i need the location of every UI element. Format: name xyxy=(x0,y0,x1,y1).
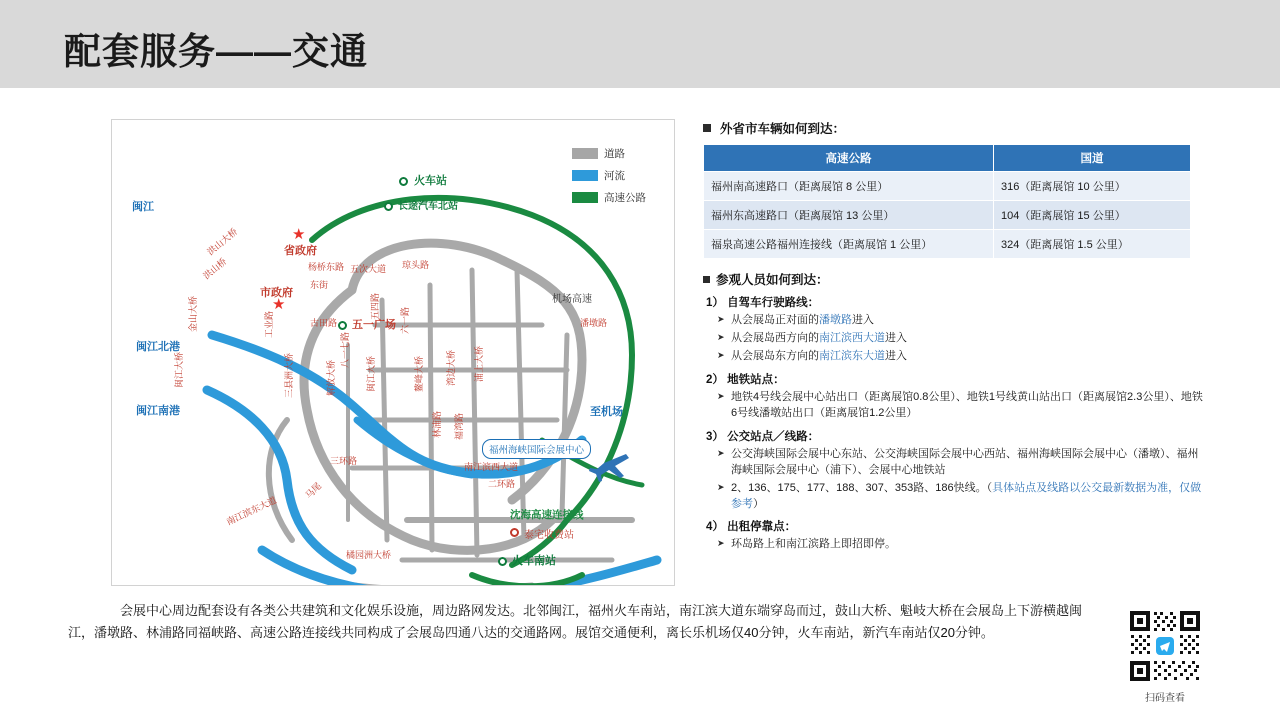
poi-marker-train-south xyxy=(498,557,507,566)
legend-label: 道路 xyxy=(604,148,625,160)
street-label: 鳌峰大桥 xyxy=(414,355,424,392)
item-link[interactable]: 潘墩路 xyxy=(819,314,852,326)
taxi-stop-list xyxy=(703,537,1203,553)
street-label: 南江滨西大道 xyxy=(464,462,519,472)
callout-exhibition-center: 福州海峡国际会展中心 xyxy=(482,439,591,459)
street-label: 闽江大桥 xyxy=(366,355,376,392)
list-item xyxy=(717,390,1203,422)
cell-national-road: 316（距离展馆 10 公里） xyxy=(994,172,1191,201)
poi-bus-north: 长途汽车北站 xyxy=(398,201,458,212)
item-link[interactable]: 南江滨西大道 xyxy=(819,331,885,344)
street-label: 洪山桥 xyxy=(201,256,229,282)
legend-label: 高速公路 xyxy=(604,192,646,204)
cell-expressway: 福州南高速路口（距离展馆 8 公里） xyxy=(704,172,994,201)
group-title-driving: 1） 自驾车行驶路线： xyxy=(706,297,820,309)
poi-shenhai-link: 沈海高速连接线 xyxy=(510,509,584,521)
item-post: 进入 xyxy=(885,331,907,344)
street-label: 洪山大桥 xyxy=(205,226,240,258)
street-label: 闽江大桥 xyxy=(174,351,184,388)
river-label-minjiang: 闽江 xyxy=(132,201,154,213)
poi-city-gov: 市政府 xyxy=(260,287,293,299)
driving-route-list xyxy=(703,313,1203,365)
qr-caption: 扫码查看 xyxy=(1145,693,1185,704)
street-label: 林浦路 xyxy=(432,410,442,438)
street-label: 南江滨东大道 xyxy=(224,494,279,527)
legend-label: 河流 xyxy=(604,170,625,182)
list-item xyxy=(717,481,1203,513)
street-label: 工业路 xyxy=(264,310,274,338)
group-title-bus: 3） 公交站点／线路： xyxy=(706,430,820,443)
page-title: 配套服务——交通 xyxy=(64,31,368,72)
visitors-heading-text: 参观人员如何到达： xyxy=(716,273,829,287)
street-label: 橘园洲大桥 xyxy=(346,550,392,560)
group-title-metro: 2） 地铁站点： xyxy=(706,373,785,386)
street-label: 二环路 xyxy=(488,479,516,489)
street-label: 古田路 xyxy=(310,318,338,328)
table-header-row xyxy=(704,145,1191,172)
street-label: 六一路 xyxy=(400,306,410,334)
poi-province-gov: 省政府 xyxy=(284,245,317,257)
street-label: 金山大桥 xyxy=(188,295,198,332)
legend-swatch-river xyxy=(572,170,598,181)
legend-swatch-road xyxy=(572,148,598,159)
poi-marker-train-station xyxy=(399,177,408,186)
legend-item xyxy=(572,146,662,161)
poi-marker-bus-north xyxy=(384,202,393,211)
item-link[interactable]: 南江滨东大道 xyxy=(819,349,885,362)
group-title-taxi: 4） 出租停靠点： xyxy=(706,521,797,534)
cell-expressway: 福州东高速路口（距离展馆 13 公里） xyxy=(704,201,994,230)
poi-to-airport: 至机场 xyxy=(590,406,623,418)
street-label: 东街 xyxy=(310,280,329,290)
bullet-square-icon xyxy=(703,276,710,283)
bus-station-list xyxy=(703,447,1203,513)
table-row xyxy=(704,230,1191,259)
poi-wuyi-square: 五一广场 xyxy=(352,319,396,331)
outside-vehicles-heading xyxy=(703,119,1203,137)
qr-section xyxy=(1126,607,1204,704)
list-item xyxy=(717,331,1203,347)
street-label: 杨桥东路 xyxy=(308,262,345,272)
item-pre: 从会展岛东方向的 xyxy=(731,349,819,362)
poi-marker-toll xyxy=(510,528,519,537)
legend-item xyxy=(572,190,662,205)
street-label: 八一七路 xyxy=(340,331,350,368)
item-pre: 环岛路上和南江滨路上即招即停。 xyxy=(731,538,896,551)
metro-station-list xyxy=(703,390,1203,422)
star-icon-city-gov: ★ xyxy=(272,296,286,313)
street-label: 浦上大桥 xyxy=(474,345,484,382)
street-label: 马尾 xyxy=(303,480,324,501)
list-item xyxy=(717,313,1203,329)
legend-item xyxy=(572,168,662,183)
poi-marker-wuyi-square xyxy=(338,321,347,330)
column-header-national-road: 国道 xyxy=(994,145,1191,172)
item-link[interactable]: 具体站点及线路以公交最新数据为准，仅做参考 xyxy=(731,481,1202,510)
item-pre: 从会展岛正对面的 xyxy=(731,314,819,326)
map-legend xyxy=(572,146,662,212)
item-post: ） xyxy=(753,497,764,510)
visitors-heading xyxy=(703,270,1203,288)
list-item xyxy=(717,537,1203,553)
street-label: 五四路 xyxy=(370,292,380,320)
street-label: 潘墩路 xyxy=(580,318,608,328)
star-icon-province-gov: ★ xyxy=(292,226,306,243)
qr-code-graphic xyxy=(1126,607,1204,685)
cell-national-road: 104（距离展馆 15 公里） xyxy=(994,201,1191,230)
item-pre: 2、136、175、177、188、307、353路、186快线。（ xyxy=(731,481,993,494)
street-label: 琼头路 xyxy=(402,260,430,270)
item-pre: 公交海峡国际会展中心东站、公交海峡国际会展中心西站、福州海峡国际会展中心（潘墩）、福州海峡国际会展中心（浦下）、会展中心地铁站 xyxy=(731,447,1199,476)
item-post: 进入 xyxy=(852,314,874,326)
table-row xyxy=(704,172,1191,201)
outside-vehicles-heading-text: 外省市车辆如何到达： xyxy=(720,122,846,136)
street-label: 湾边大桥 xyxy=(446,349,456,386)
list-item xyxy=(717,447,1203,479)
river-label-minjiang-south: 闽江南港 xyxy=(136,405,180,417)
item-pre: 地铁4号线会展中心站出口（距离展馆0.8公里）、地铁1号线黄山站出口（距离展馆2.3公里）、地铁6号线潘墩站出口（距离展馆1.2公里） xyxy=(731,390,1203,419)
legend-swatch-highway xyxy=(572,192,598,203)
river-label-minjiang-north: 闽江北港 xyxy=(136,341,180,353)
poi-train-station: 火车站 xyxy=(414,175,447,187)
poi-toll-station: 泰宅收费站 xyxy=(524,530,574,541)
item-post: 进入 xyxy=(885,349,907,362)
street-label: 福湾路 xyxy=(454,412,464,440)
transport-map xyxy=(111,119,675,586)
page-header xyxy=(0,0,1280,88)
info-column xyxy=(703,119,1203,555)
poi-airport-expressway: 机场高速 xyxy=(552,294,592,305)
summary-paragraph: 会展中心周边配套设有各类公共建筑和文化娱乐设施，周边路网发达。北邻闽江，福州火车南站，南江滨大道东端穿岛而过，鼓山大桥、魁岐大桥在会展岛上下游横越闽江，潘墩路、林浦路同福峡路、高速公路连接线共同构成了会展岛四通八达的交通路网。展馆交通便利，离长乐机场仅40分钟，火车南站，新汽车南站仅20分钟。 xyxy=(68,603,1083,640)
column-header-expressway: 高速公路 xyxy=(704,145,994,172)
street-label: 三环路 xyxy=(330,456,358,466)
list-item xyxy=(717,349,1203,365)
poi-train-south: 火车南站 xyxy=(512,555,556,567)
cell-national-road: 324（距离展馆 1.5 公里） xyxy=(994,230,1191,259)
cell-expressway: 福泉高速公路福州连接线（距离展馆 1 公里） xyxy=(704,230,994,259)
street-label: 五次大道 xyxy=(350,264,387,274)
table-row xyxy=(704,201,1191,230)
item-pre: 从会展岛西方向的 xyxy=(731,331,819,344)
street-label: 解放大桥 xyxy=(326,359,336,396)
bullet-square-icon xyxy=(703,124,711,132)
street-label: 三县洲大桥 xyxy=(284,352,294,398)
qr-code[interactable] xyxy=(1126,607,1204,685)
highway-table xyxy=(703,144,1191,259)
